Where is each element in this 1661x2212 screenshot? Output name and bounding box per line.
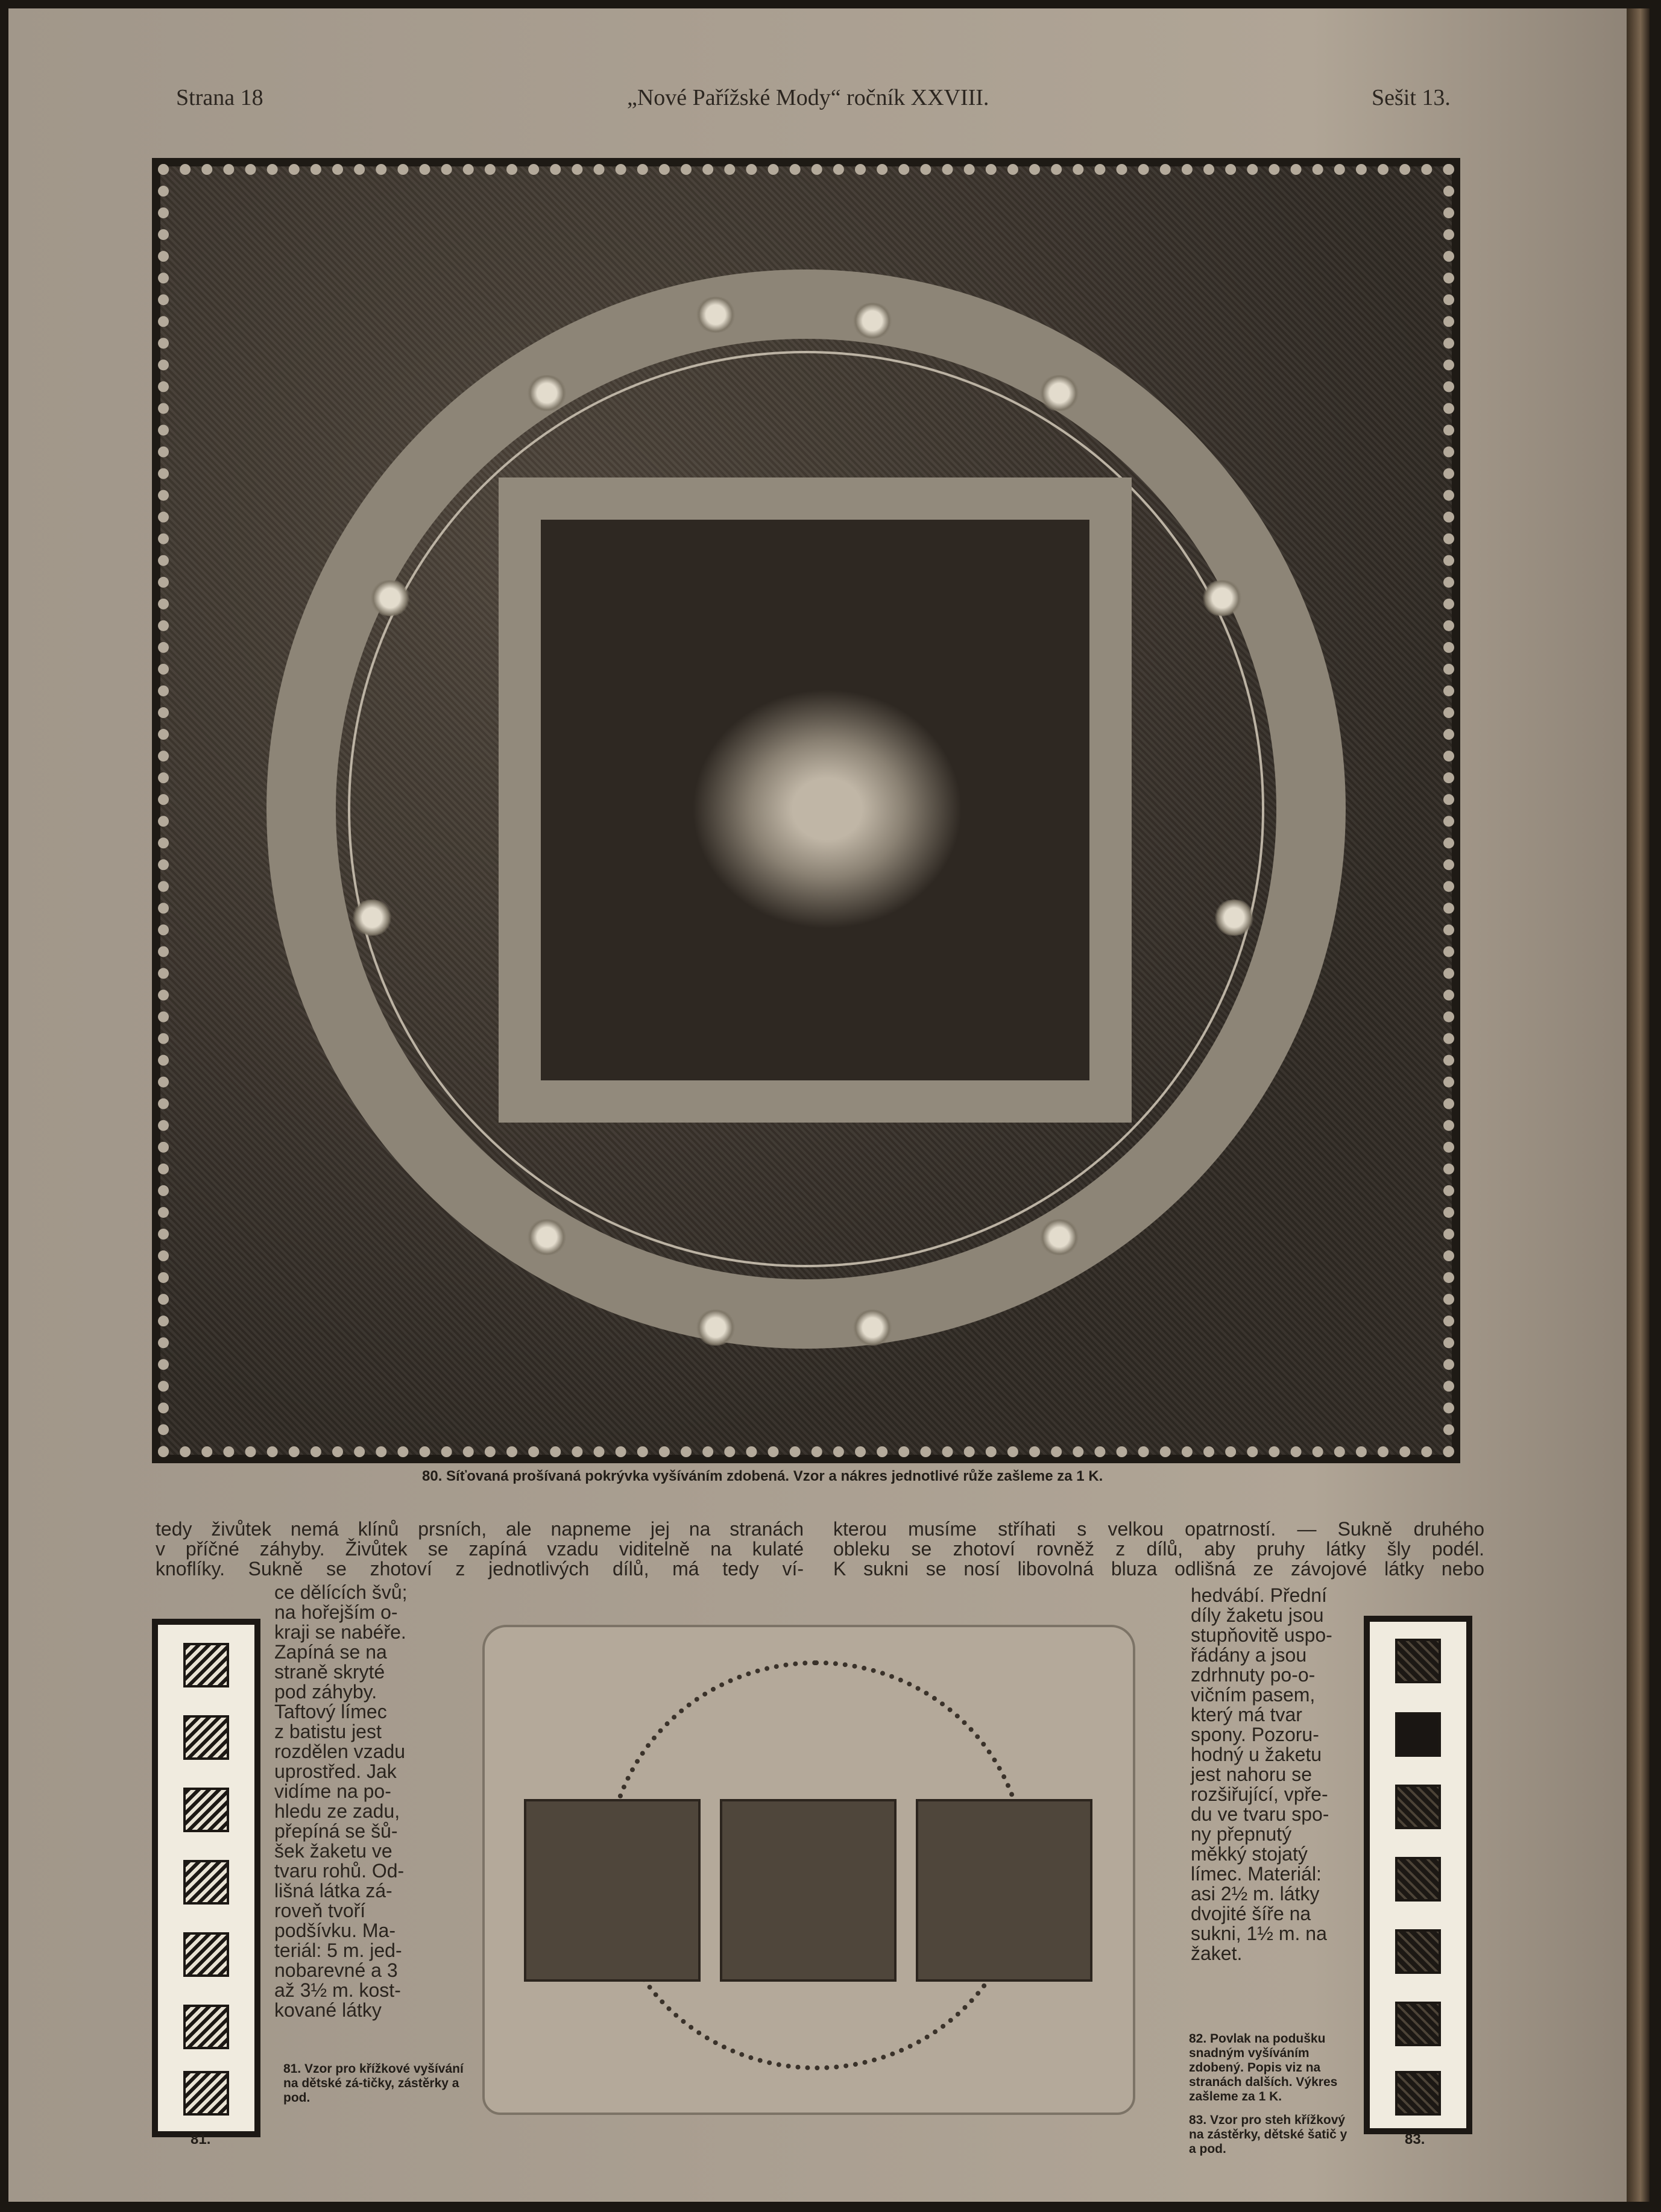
rose-motif xyxy=(526,1219,568,1255)
text-line: obleku se zhotoví rovněž z dílů, aby pruhy látky šly podél. xyxy=(833,1538,1484,1560)
text-line: kraji se nabéře. xyxy=(274,1621,406,1643)
bouquet-panel-center xyxy=(720,1799,897,1982)
text-line: ce dělících švů; xyxy=(274,1581,408,1603)
text-line: kované látky xyxy=(274,1999,382,2021)
text-line: nobarevné a 3 xyxy=(274,1959,398,1981)
text-line: na hořejším o- xyxy=(274,1601,398,1623)
pattern-square xyxy=(1395,2002,1441,2046)
doily-illustration xyxy=(152,158,1460,1463)
text-line: rozšiřující, vpře- xyxy=(1191,1783,1328,1805)
book-gutter xyxy=(1627,8,1650,2202)
text-line: až 3½ m. kost- xyxy=(274,1979,401,2001)
text-column-right-narrow xyxy=(1191,1586,1366,1964)
center-rose-motif xyxy=(692,688,963,930)
text-line: měkký stojatý xyxy=(1191,1843,1308,1865)
rose-motif xyxy=(1213,900,1255,936)
text-line: spony. Pozoru- xyxy=(1191,1724,1319,1745)
figure-82-caption: 82. Povlak na podušku snadným vyšíváním zdobený. Popis viz na stranách dalších. Výkres zašleme za 1 K. xyxy=(1189,2032,1338,2103)
fruit-panel-right xyxy=(916,1799,1092,1982)
fruit-panel-left xyxy=(524,1799,701,1982)
pattern-square xyxy=(183,1788,229,1832)
figure-81-caption: 81. Vzor pro křížkové vyšívání na dětské zá-tičky, zástěrky a pod. xyxy=(283,2062,464,2105)
text-line: tedy živůtek nemá klínů prsních, ale napneme jej na stranách xyxy=(156,1518,804,1540)
cushion-cover-illustration xyxy=(482,1625,1135,2115)
rose-motif xyxy=(695,1309,737,1346)
figure-81-pattern xyxy=(152,1619,260,2137)
text-line: šek žaketu ve xyxy=(274,1840,392,1862)
text-line: díly žaketu jsou xyxy=(1191,1604,1324,1626)
text-line: Zapíná se na xyxy=(274,1641,387,1663)
pattern-square xyxy=(183,2071,229,2116)
page-number: Strana 18 xyxy=(176,85,263,110)
text-line: hodný u žaketu xyxy=(1191,1744,1322,1765)
text-line: stupňovitě uspo- xyxy=(1191,1624,1332,1646)
text-column-left-narrow xyxy=(274,1583,455,2020)
rose-motif xyxy=(1201,580,1243,616)
figure-83-number: 83. xyxy=(1405,2131,1425,2147)
text-line: hedvábí. Přední xyxy=(1191,1584,1327,1606)
pattern-square xyxy=(1395,1857,1441,1902)
text-line: vičním pasem, xyxy=(1191,1684,1316,1706)
text-line: límec. Materiál: xyxy=(1191,1863,1322,1885)
issue-number: Sešit 13. xyxy=(1372,85,1451,110)
rose-motif xyxy=(851,1309,894,1346)
pattern-square xyxy=(183,1860,229,1905)
text-line: straně skryté xyxy=(274,1661,385,1683)
text-line: tvaru rohů. Od- xyxy=(274,1860,405,1882)
text-line: knoflíky. Sukně se zhotoví z jednotlivých dílů, má tedy ví- xyxy=(156,1558,804,1580)
rose-motif xyxy=(1038,375,1080,411)
rose-motif xyxy=(851,303,894,339)
text-column-left-top xyxy=(156,1519,804,1579)
rose-motif xyxy=(369,580,411,616)
text-line: du ve tvaru spo- xyxy=(1191,1803,1329,1825)
text-line: vidíme na po- xyxy=(274,1780,391,1802)
text-line: roveň tvoří xyxy=(274,1900,366,1921)
text-line: žaket. xyxy=(1191,1943,1243,1964)
figure-83-caption: 83. Vzor pro steh křížkový na zástěrky, dětské šatič y a pod. xyxy=(1189,2113,1347,2156)
rose-motif xyxy=(351,900,393,936)
text-line: pod záhyby. xyxy=(274,1681,377,1703)
text-line: teriál: 5 m. jed- xyxy=(274,1939,402,1961)
text-line: který má tvar xyxy=(1191,1704,1302,1725)
pattern-square xyxy=(1395,1639,1441,1683)
text-line: zdrhnuty po-o- xyxy=(1191,1664,1316,1686)
figure-81-number: 81. xyxy=(191,2131,211,2147)
text-line: z batistu jest xyxy=(274,1721,382,1742)
text-line: v příčné záhyby. Živůtek se zapíná vzadu viditelně na kulaté xyxy=(156,1538,804,1560)
rose-motif xyxy=(695,297,737,333)
pattern-square xyxy=(183,2005,229,2049)
pattern-square xyxy=(1395,2071,1441,2116)
pattern-square xyxy=(183,1643,229,1687)
text-line: řádány a jsou xyxy=(1191,1644,1307,1666)
pattern-square xyxy=(183,1715,229,1760)
text-line: kterou musíme stříhati s velkou opatrností. — Sukně druhého xyxy=(833,1518,1484,1540)
rose-motif xyxy=(1038,1219,1080,1255)
text-line: lišná látka zá- xyxy=(274,1880,392,1902)
pattern-square xyxy=(1395,1785,1441,1829)
text-line: rozdělen vzadu xyxy=(274,1741,406,1762)
text-column-right-top xyxy=(833,1519,1484,1579)
rose-motif xyxy=(526,375,568,411)
figure-83-pattern xyxy=(1364,1616,1472,2134)
figure-80-caption: 80. Síťovaná prošívaná pokrývka vyšíváním zdobená. Vzor a nákres jednotlivé růže zašleme za 1 K. xyxy=(422,1468,1103,1484)
text-line: dvojité šíře na xyxy=(1191,1903,1311,1924)
text-line: K sukni se nosí libovolná bluza odlišná ze závojové látky nebo xyxy=(833,1558,1484,1580)
central-square xyxy=(499,477,1132,1123)
text-line: sukni, 1½ m. na xyxy=(1191,1923,1327,1944)
magazine-title: „Nové Pařížské Mody“ ročník XXVIII. xyxy=(627,85,989,110)
pattern-square xyxy=(1395,1929,1441,1974)
text-line: přepíná se šů- xyxy=(274,1820,398,1842)
text-line: hledu ze zadu, xyxy=(274,1800,400,1822)
text-line: podšívku. Ma- xyxy=(274,1920,396,1941)
text-line: uprostřed. Jak xyxy=(274,1760,397,1782)
text-line: asi 2½ m. látky xyxy=(1191,1883,1320,1905)
pattern-square xyxy=(1395,1712,1441,1757)
text-line: Taftový límec xyxy=(274,1701,387,1722)
pattern-square xyxy=(183,1932,229,1977)
text-line: ny přepnutý xyxy=(1191,1823,1292,1845)
text-line: jest nahoru se xyxy=(1191,1763,1313,1785)
